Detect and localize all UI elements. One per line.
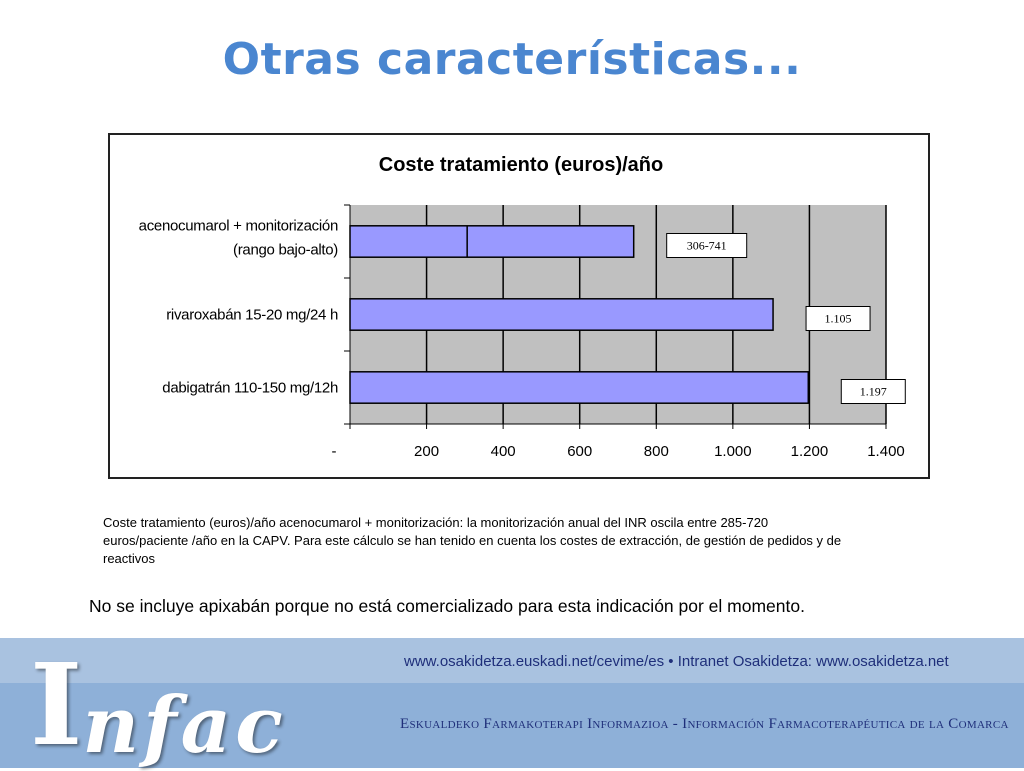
x-tick-label: 1.000: [714, 443, 752, 460]
cost-footnote: Coste tratamiento (euros)/año acenocumarol + monitorización: la monitorización anual del INR oscila entre 285-720 euros/paciente /año en la CAPV. Para este cálculo se han tenido en cuenta los costes de extracción, de gestión de pedidos y de reactivos: [103, 515, 842, 566]
x-tick-label: 1.400: [867, 443, 905, 460]
bar: [350, 299, 773, 330]
apixaban-note: No se incluye apixabán porque no está comercializado para esta indicación por el momento.: [89, 596, 805, 616]
infac-logo: [30, 640, 287, 771]
chart-title: Coste tratamiento (euros)/año: [378, 154, 664, 176]
logo-initial: I: [30, 640, 83, 771]
slide-title: Otras características...: [222, 34, 802, 85]
bar: [350, 372, 808, 403]
bar-chart: [110, 135, 928, 477]
data-label: 306-741: [686, 238, 727, 253]
logo-rest: nfac: [82, 680, 287, 771]
data-label: 1.197: [859, 384, 887, 399]
chart-container: [108, 133, 930, 479]
category-label: rivaroxabán 15-20 mg/24 h: [166, 306, 338, 324]
category-label: (rango bajo-alto): [233, 241, 338, 259]
banner-url-line: www.osakidetza.euskadi.net/cevime/es • Intranet Osakidetza: www.osakidetza.net: [404, 653, 949, 670]
bar: [350, 226, 634, 257]
banner-subtitle: Eskualdeko Farmakoterapi Informazioa - Información Farmacoterapéutica de la Comarca: [400, 716, 1009, 732]
category-label: acenocumarol + monitorización: [138, 217, 338, 235]
x-tick-label: 800: [643, 443, 669, 460]
x-tick-label: -: [331, 443, 337, 460]
category-label: dabigatrán 110-150 mg/12h: [162, 379, 338, 397]
x-tick-label: 1.200: [790, 443, 829, 460]
chart-plot-layer: [139, 205, 906, 460]
data-label: 1.105: [824, 311, 852, 326]
x-tick-label: 400: [490, 443, 516, 460]
x-tick-label: 600: [567, 443, 593, 460]
x-tick-label: 200: [414, 443, 440, 460]
